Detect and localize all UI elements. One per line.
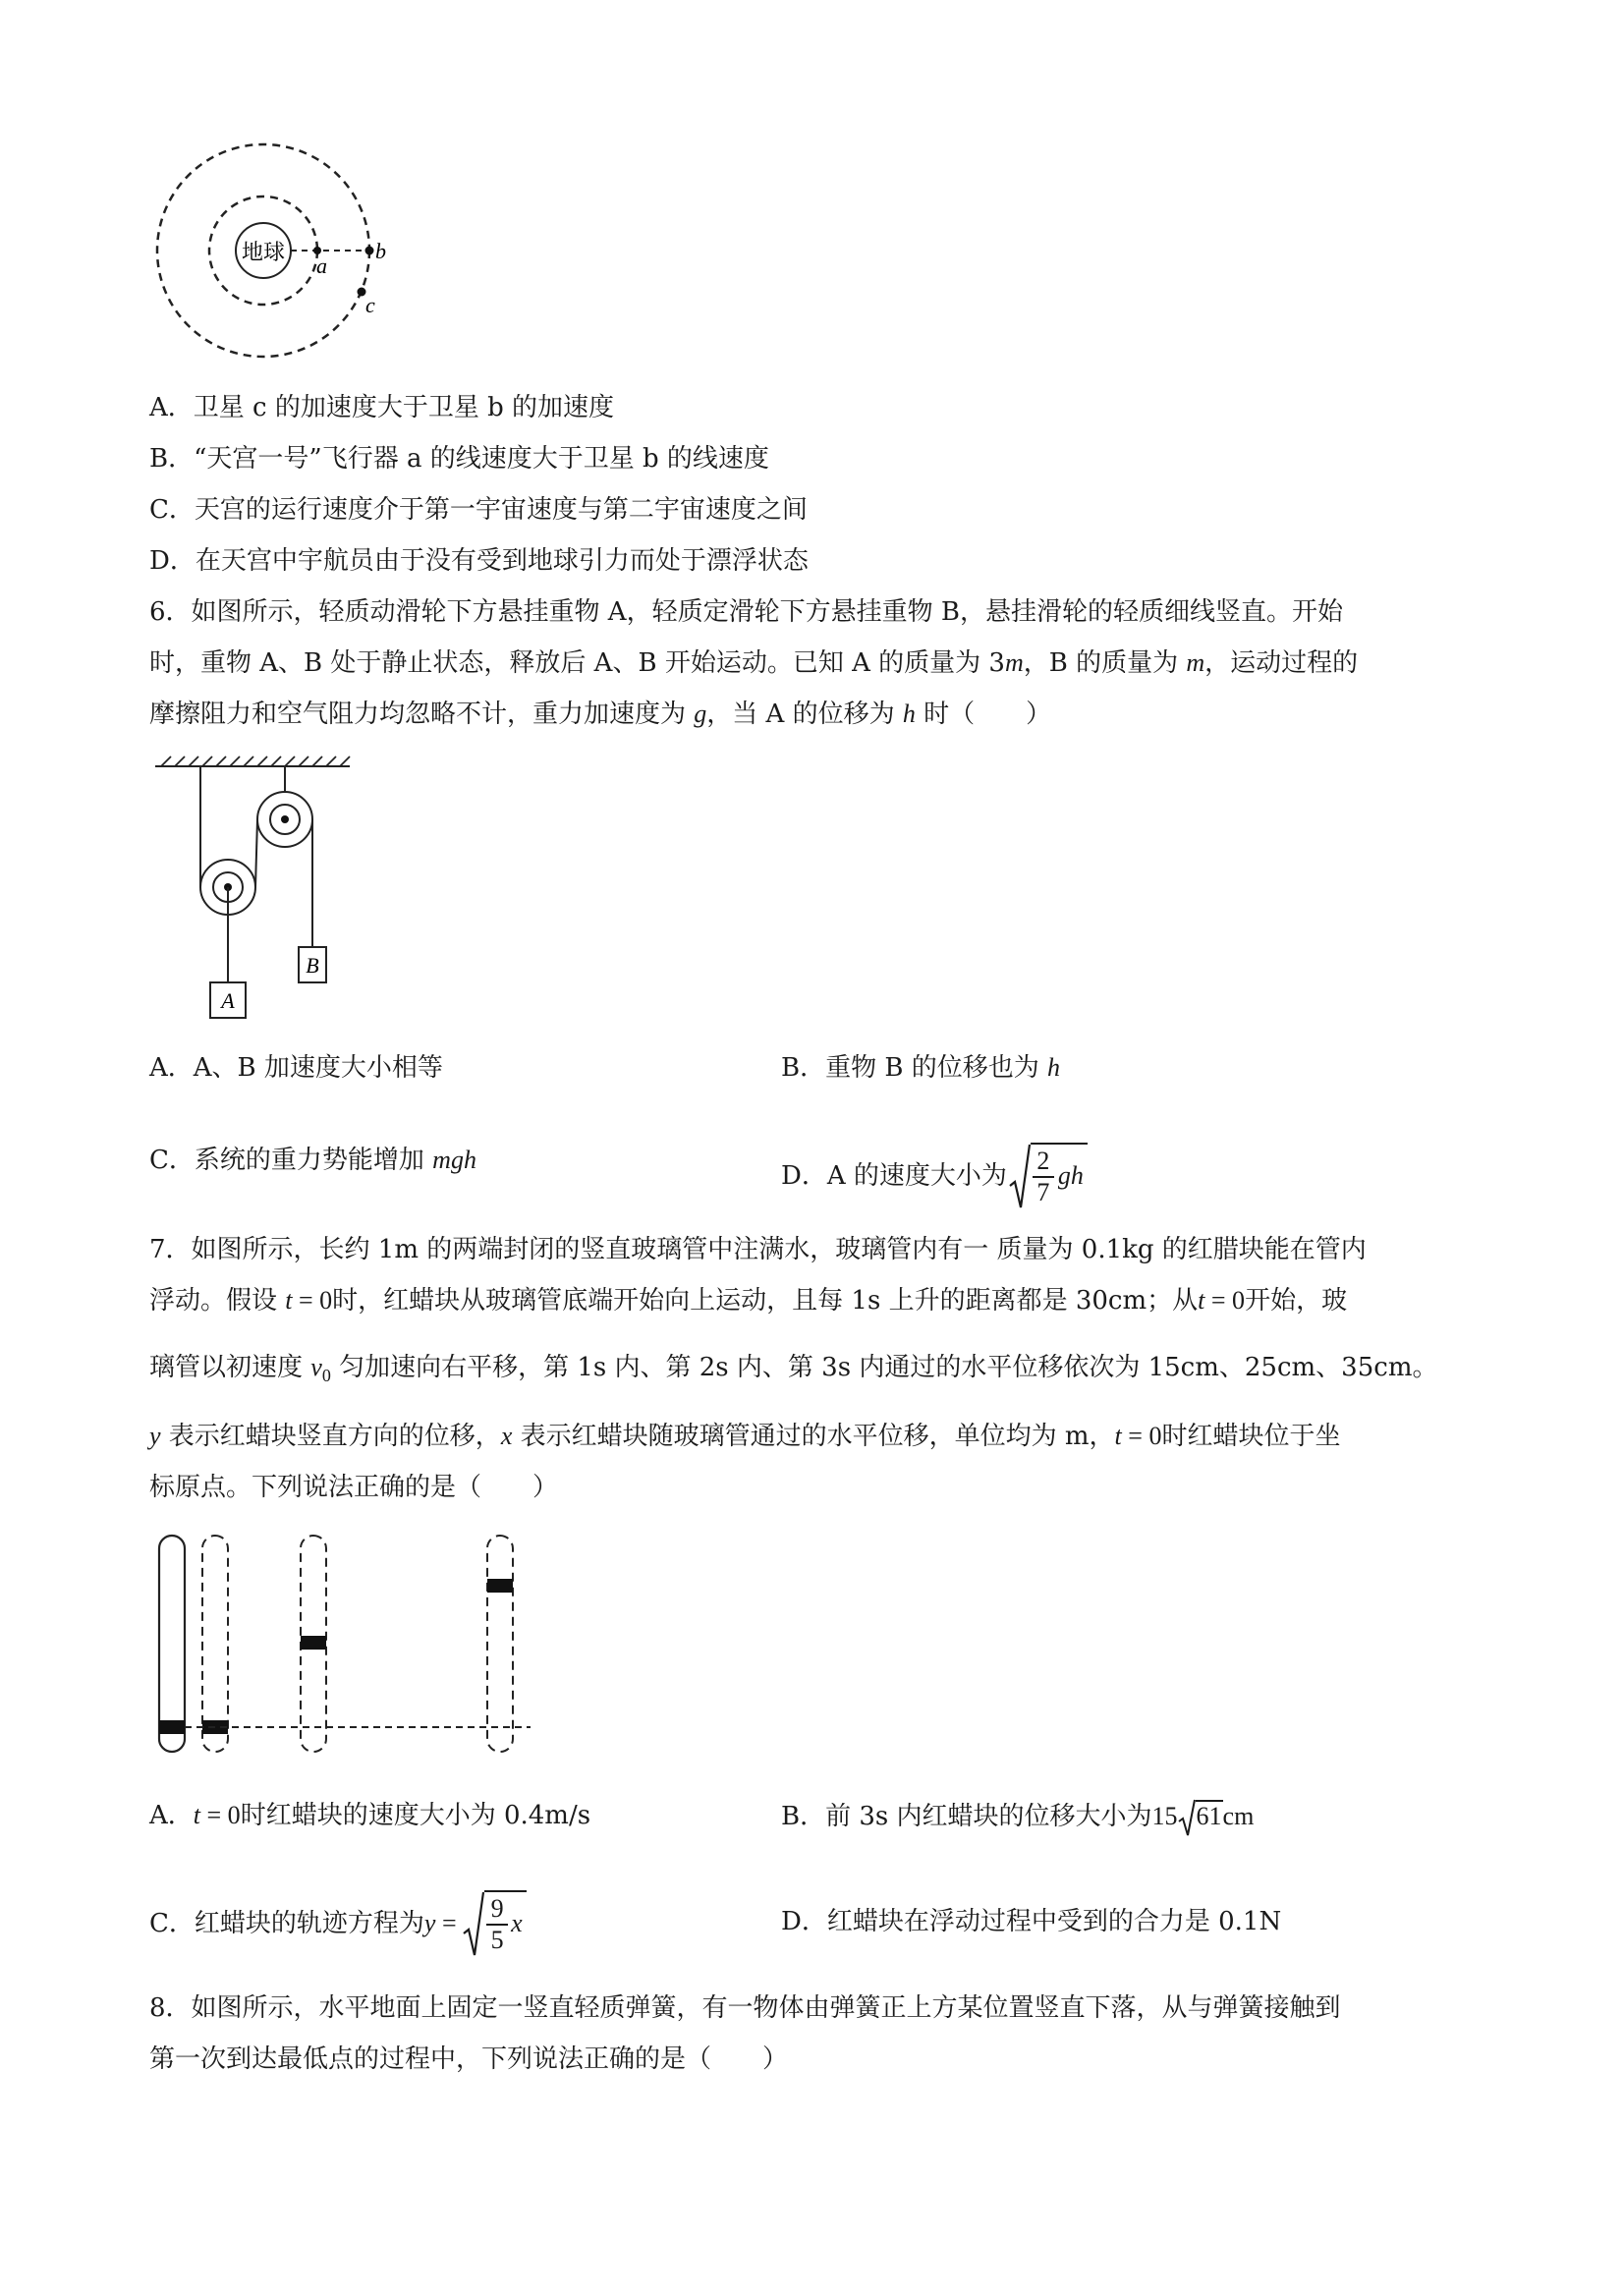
q5-option-a: A．卫星 c 的加速度大于卫星 b 的加速度 bbox=[149, 393, 615, 422]
earth-label: 地球 bbox=[241, 241, 286, 265]
weight-a-label: A bbox=[221, 988, 235, 1013]
q7-text-line5: 标原点。下列说法正确的是（ ） bbox=[149, 1473, 559, 1502]
label-b: b bbox=[375, 239, 386, 263]
q8-text-line1: 8．如图所示，水平地面上固定一竖直轻质弹簧，有一物体由弹簧正上方某位置竖直下落，从与弹簧接触到 bbox=[149, 1993, 1341, 2023]
label-a: a bbox=[316, 253, 327, 278]
q7-option-d: D．红蜡块在浮动过程中受到的合力是 0.1N bbox=[781, 1907, 1282, 1936]
q6-text-line2: 时，重物 A、B 处于静止状态，释放后 A、B 开始运动。已知 A 的质量为 3m，B 的质量为 m，运动过程的 bbox=[149, 648, 1359, 678]
q6-option-c: C．系统的重力势能增加 mgh bbox=[149, 1146, 476, 1175]
weight-b-label: B bbox=[306, 953, 319, 978]
sqrt-sign bbox=[1178, 1798, 1196, 1837]
q5-option-d: D．在天宫中宇航员由于没有受到地球引力而处于漂浮状态 bbox=[149, 546, 809, 576]
wax-block-2 bbox=[301, 1636, 326, 1650]
q7-text-line4: y 表示红蜡块竖直方向的位移，x 表示红蜡块随玻璃管通过的水平位移，单位均为 m，t = 0时红蜡块位于坐 bbox=[149, 1422, 1341, 1451]
glass-tube-figure bbox=[147, 1528, 540, 1764]
satellite-b bbox=[365, 247, 374, 255]
q7-option-b: B．前 3s 内红蜡块的位移大小为15 61cm bbox=[781, 1798, 1254, 1837]
tube-dashed-1 bbox=[202, 1536, 228, 1752]
wax-block-3 bbox=[487, 1579, 513, 1593]
q7-text-line3: 璃管以初速度 $v_0$ 匀加速向右平移，第 1s 内、第 2s 内、第 3s 内通过的水平位移依次为 15cm、25cm、35cm。 bbox=[149, 1353, 1438, 1386]
tube-solid bbox=[159, 1536, 185, 1752]
ceiling-hatch bbox=[161, 756, 350, 766]
q6-option-b: B．重物 B 的位移也为 h bbox=[781, 1053, 1061, 1083]
q6-option-d: D．A 的速度大小为 $\frac{2}{7}$ gh bbox=[781, 1143, 1088, 1211]
q5-option-b: B．“天宫一号”飞行器 a 的线速度大于卫星 b 的线速度 bbox=[149, 444, 769, 474]
q6-text-line3: 摩擦阻力和空气阻力均忽略不计，重力加速度为 g，当 A 的位移为 h 时（ ） bbox=[149, 700, 1052, 729]
q7-text-line2: 浮动。假设 t = 0时，红蜡块从玻璃管底端开始向上运动，且每 1s 上升的距离都是 30cm；从t = 0开始，玻 bbox=[149, 1286, 1348, 1316]
q8-text-line2: 第一次到达最低点的过程中，下列说法正确的是（ ） bbox=[149, 2044, 789, 2074]
orbit-figure bbox=[147, 138, 413, 364]
rope-middle bbox=[255, 819, 257, 887]
q7-text-line1: 7．如图所示，长约 1m 的两端封闭的竖直玻璃管中注满水，玻璃管内有一 质量为 0.1kg 的红腊块能在管内 bbox=[149, 1235, 1367, 1264]
q7-option-a: A．t = 0时红蜡块的速度大小为 0.4m/s bbox=[149, 1801, 591, 1830]
sqrt-sign bbox=[463, 1890, 484, 1959]
pulley-figure bbox=[147, 755, 364, 1030]
q7-option-c: C．红蜡块的轨迹方程为y = $\frac{9}{5}$ x bbox=[149, 1890, 527, 1959]
q5-option-c: C．天宫的运行速度介于第一宇宙速度与第二宇宙速度之间 bbox=[149, 495, 808, 525]
q6-text-line1: 6．如图所示，轻质动滑轮下方悬挂重物 A，轻质定滑轮下方悬挂重物 B，悬挂滑轮的轻质细线竖直。开始 bbox=[149, 597, 1343, 627]
tube-dashed-3 bbox=[487, 1536, 513, 1752]
label-c: c bbox=[365, 293, 375, 317]
sqrt-sign bbox=[1009, 1143, 1031, 1211]
wax-block-0 bbox=[159, 1720, 185, 1734]
q6-option-a: A．A、B 加速度大小相等 bbox=[149, 1053, 443, 1083]
